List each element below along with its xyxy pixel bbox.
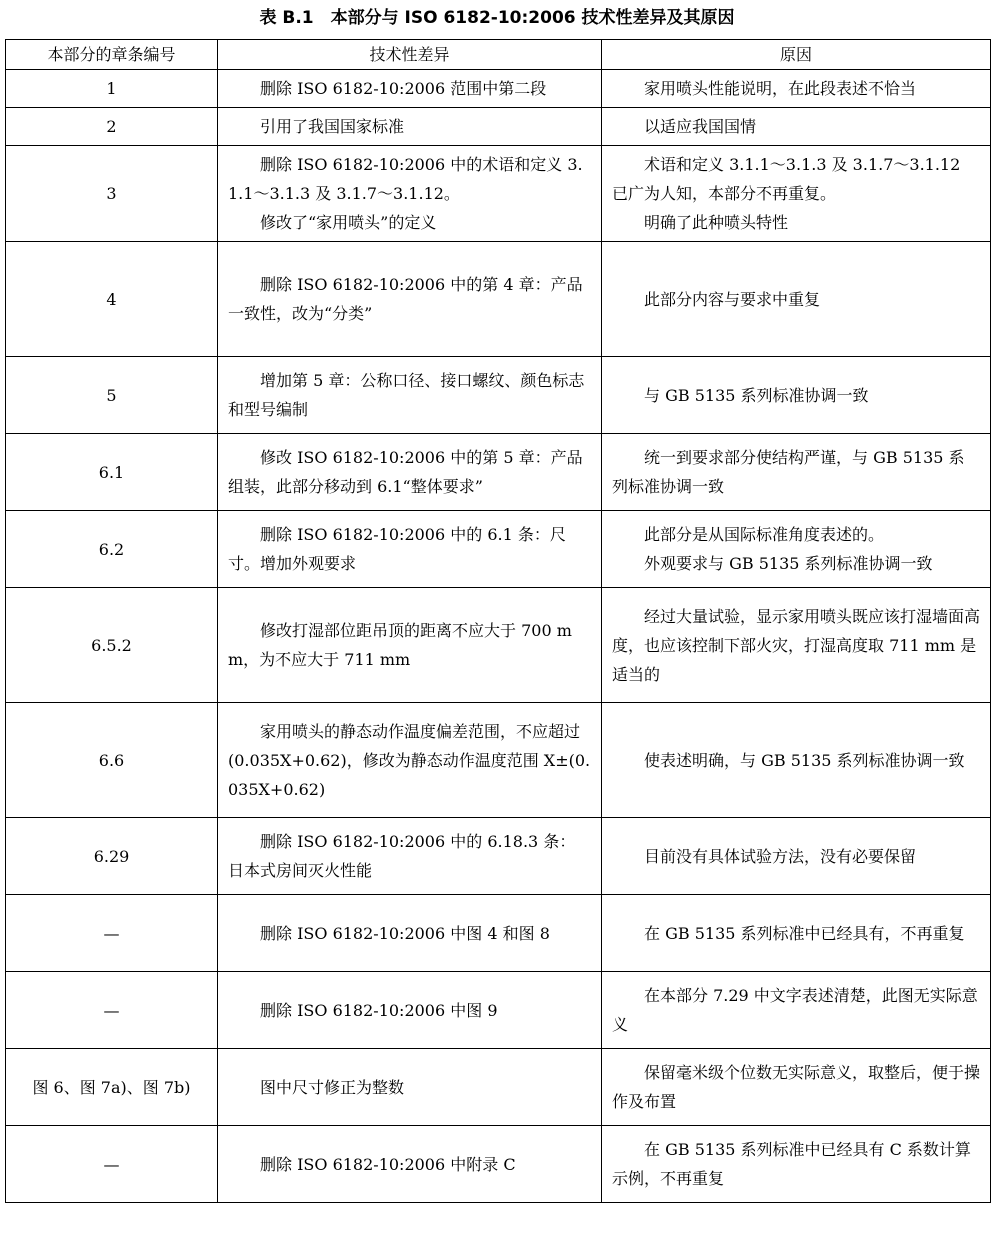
difference-text: 删除 ISO 6182-10:2006 中的 6.1 条：尺寸。增加外观要求	[228, 525, 566, 573]
clause-cell: 4	[6, 242, 218, 357]
difference-cell	[218, 434, 602, 511]
difference-cell	[218, 972, 602, 1049]
difference-cell	[218, 511, 602, 588]
difference-text: 删除 ISO 6182-10:2006 中图 9	[260, 1000, 498, 1020]
clause-cell: 6.5.2	[6, 588, 218, 703]
clause-cell: —	[6, 895, 218, 972]
difference-cell	[218, 1049, 602, 1126]
difference-cell	[218, 146, 602, 242]
reason-cell	[602, 895, 991, 972]
reason-cell	[602, 434, 991, 511]
reason-text: 此部分内容与要求中重复	[644, 289, 821, 309]
difference-text: 增加第 5 章：公称口径、接口螺纹、颜色标志和型号编制	[228, 371, 585, 419]
reason-text: 家用喷头性能说明，在此段表述不恰当	[644, 79, 917, 98]
difference-text: 家用喷头的静态动作温度偏差范围，不应超过(0.035X+0.62)，修改为静态动作温度范围 X±(0.035X+0.62)	[228, 721, 591, 799]
clause-cell: 6.2	[6, 511, 218, 588]
table-row	[6, 703, 991, 818]
clause-cell: 5	[6, 357, 218, 434]
difference-cell	[218, 357, 602, 434]
clause-cell: —	[6, 972, 218, 1049]
clause-cell: 6.6	[6, 703, 218, 818]
clause-cell: —	[6, 1126, 218, 1203]
reason-text: 术语和定义 3.1.1～3.1.3 及 3.1.7～3.1.12 已广为人知，本部分不再重复。	[612, 155, 961, 203]
table-row	[6, 818, 991, 895]
reason-text: 此部分是从国际标准角度表述的。	[644, 525, 885, 544]
table-row	[6, 108, 991, 146]
reason-cell	[602, 818, 991, 895]
difference-cell	[218, 70, 602, 108]
table-row	[6, 242, 991, 357]
clause-cell: 3	[6, 146, 218, 242]
difference-cell	[218, 242, 602, 357]
difference-text: 删除 ISO 6182-10:2006 中的第 4 章：产品一致性，改为“分类”	[228, 275, 583, 323]
reason-cell	[602, 108, 991, 146]
reason-text: 目前没有具体试验方法，没有必要保留	[644, 846, 917, 866]
reason-cell	[602, 511, 991, 588]
reason-text: 在本部分 7.29 中文字表述清楚，此图无实际意义	[612, 986, 978, 1034]
table-body	[6, 70, 991, 1203]
table-row	[6, 357, 991, 434]
difference-cell	[218, 703, 602, 818]
difference-cell	[218, 895, 602, 972]
header-row	[6, 40, 991, 70]
table-row	[6, 588, 991, 703]
reason-text: 保留毫米级个位数无实际意义，取整后，便于操作及布置	[612, 1063, 981, 1111]
table-title: 表 B.1 本部分与 ISO 6182-10:2006 技术性差异及其原因	[259, 8, 735, 28]
reason-cell	[602, 70, 991, 108]
difference-cell	[218, 588, 602, 703]
table-row	[6, 511, 991, 588]
clause-cell: 图 6、图 7a)、图 7b)	[6, 1049, 218, 1126]
reason-cell	[602, 146, 991, 242]
table-row	[6, 1049, 991, 1126]
difference-text: 删除 ISO 6182-10:2006 中的术语和定义 3.1.1～3.1.3 及 3.1.7～3.1.12。	[228, 155, 583, 203]
difference-cell	[218, 108, 602, 146]
reason-text: 以适应我国国情	[644, 117, 757, 136]
reason-text: 使表述明确，与 GB 5135 系列标准协调一致	[644, 750, 965, 770]
difference-text: 修改 ISO 6182-10:2006 中的第 5 章：产品组装，此部分移动到 6.1“整体要求”	[228, 448, 583, 496]
clause-cell: 1	[6, 70, 218, 108]
difference-text: 修改打湿部位距吊顶的距离不应大于 700 mm，为不应大于 711 mm	[228, 621, 572, 669]
table-row	[6, 434, 991, 511]
reason-cell	[602, 242, 991, 357]
differences-table	[5, 39, 991, 1203]
table-row	[6, 70, 991, 108]
difference-text: 引用了我国国家标准	[260, 117, 405, 136]
difference-text: 修改了“家用喷头”的定义	[260, 213, 437, 232]
difference-text: 删除 ISO 6182-10:2006 范围中第二段	[260, 79, 547, 98]
header-clause: 本部分的章条编号	[6, 40, 218, 70]
reason-cell	[602, 588, 991, 703]
difference-text: 删除 ISO 6182-10:2006 中的 6.18.3 条：日本式房间灭火性能	[228, 832, 576, 880]
reason-text: 统一到要求部分使结构严谨，与 GB 5135 系列标准协调一致	[612, 448, 965, 496]
reason-cell	[602, 1049, 991, 1126]
difference-text: 删除 ISO 6182-10:2006 中附录 C	[260, 1154, 516, 1174]
difference-text: 删除 ISO 6182-10:2006 中图 4 和图 8	[260, 923, 550, 943]
reason-cell	[602, 1126, 991, 1203]
clause-cell: 6.29	[6, 818, 218, 895]
difference-text: 图中尺寸修正为整数	[260, 1077, 405, 1097]
reason-text: 外观要求与 GB 5135 系列标准协调一致	[644, 554, 933, 573]
difference-cell	[218, 1126, 602, 1203]
reason-text: 在 GB 5135 系列标准中已经具有，不再重复	[644, 923, 965, 943]
reason-cell	[602, 703, 991, 818]
reason-text: 经过大量试验，显示家用喷头既应该打湿墙面高度，也应该控制下部火灾，打湿高度取 711 mm 是适当的	[612, 606, 981, 684]
difference-cell	[218, 818, 602, 895]
table-row	[6, 146, 991, 242]
reason-text: 在 GB 5135 系列标准中已经具有 C 系数计算示例，不再重复	[612, 1140, 971, 1188]
table-row	[6, 895, 991, 972]
reason-cell	[602, 972, 991, 1049]
table-row	[6, 1126, 991, 1203]
header-difference: 技术性差异	[218, 40, 602, 70]
reason-text: 与 GB 5135 系列标准协调一致	[644, 385, 869, 405]
header-reason: 原因	[602, 40, 991, 70]
table-row	[6, 972, 991, 1049]
reason-cell	[602, 357, 991, 434]
clause-cell: 2	[6, 108, 218, 146]
reason-text: 明确了此种喷头特性	[644, 213, 789, 232]
clause-cell: 6.1	[6, 434, 218, 511]
